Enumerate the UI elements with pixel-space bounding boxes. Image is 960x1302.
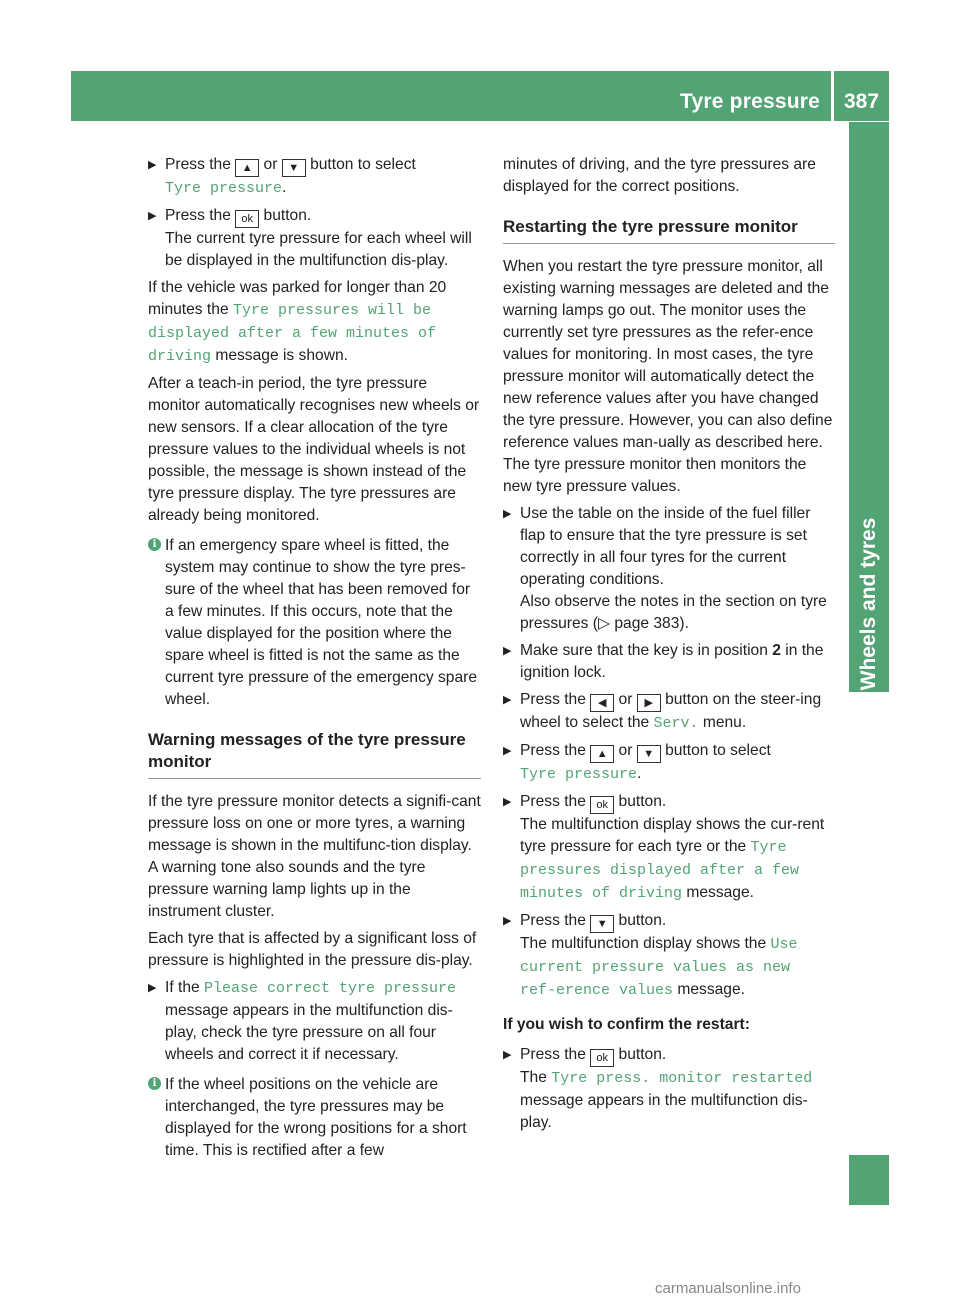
paragraph: Each tyre that is affected by a significant loss of pressure is highlighted in the pressure dis-play.	[148, 930, 477, 969]
step-arrow-icon: ▶	[503, 1049, 512, 1061]
step-press-down: ▶ Press the ▼ button. The multifunction display shows the Use current pressure values as new ref-erence values message.	[503, 912, 798, 999]
page-title: Tyre pressure	[680, 90, 820, 113]
right-column	[503, 154, 835, 1139]
down-button-icon: ▼	[590, 915, 614, 933]
left-button-icon: ◀	[590, 694, 614, 712]
step-arrow-icon: ▶	[148, 982, 157, 994]
paragraph: If the vehicle was parked for longer than 20 minutes the Tyre pressures will be displayed after a few minutes of driving message is shown.	[148, 279, 447, 365]
paragraph: When you restart the tyre pressure monitor, all existing warning messages are deleted and the warning lamps go out. The monitor uses the currently set tyre pressures as the refer-ence values for monitoring. In most cases, the tyre pressure monitor will automatically detect the new reference values after you have changed the tyre pressure. However, you can also define reference values man-ually as described here. The tyre pressure monitor then monitors the new tyre pressure values.	[503, 258, 833, 495]
step-arrow-icon: ▶	[503, 745, 512, 757]
up-button-icon: ▲	[235, 159, 259, 177]
step-select-serv: ▶ Press the ◀ or ▶ button on the steer-ing wheel to select the Serv. menu.	[503, 691, 822, 732]
display-text: Tyre pressure	[165, 180, 283, 197]
paragraph: minutes of driving, and the tyre pressures are displayed for the correct positions.	[503, 156, 816, 195]
step-arrow-icon: ▶	[503, 694, 512, 706]
section-tab-label: Wheels and tyres	[857, 517, 880, 691]
step-select-tyre-pressure: ▶ Press the ▲ or ▼ button to select Tyre pressure.	[148, 156, 416, 197]
subheading: If you wish to confirm the restart:	[503, 1016, 750, 1033]
section-marker	[849, 1155, 889, 1205]
right-button-icon: ▶	[637, 694, 661, 712]
step-arrow-icon: ▶	[503, 645, 512, 657]
info-note: i If an emergency spare wheel is fitted, the system may continue to show the tyre pres-sure of the wheel that has been removed for a few minutes. If this occurs, note that the value displayed for the position where the spare wheel is fitted is not the same as the current tyre pressure of the emergency spare wheel.	[148, 535, 481, 711]
step-correct-pressure: ▶ If the Please correct tyre pressure message appears in the multifunction dis-play, check the tyre pressure on all four wheels and correct it if necessary.	[148, 979, 457, 1063]
step-key-position: ▶ Make sure that the key is in position 2 in the ignition lock.	[503, 642, 824, 681]
display-text: Tyre press. monitor restarted	[551, 1070, 813, 1087]
section-heading: Warning messages of the tyre pressure monitor	[148, 729, 481, 779]
step-press-ok: ▶ Press the ok button. The current tyre pressure for each wheel will be displayed in the multifunction dis-play.	[148, 207, 472, 269]
display-text: Please correct tyre pressure	[204, 980, 457, 997]
display-text: Tyre pressures displayed after a few minutes of driving	[520, 839, 800, 902]
step-confirm-ok: ▶ Press the ok button. The Tyre press. monitor restarted message appears in the multifunction dis-play.	[503, 1046, 813, 1131]
info-note: i If the wheel positions on the vehicle are interchanged, the tyre pressures may be displayed for the wrong positions for a short time. This is rectified after a few	[148, 1074, 481, 1162]
display-text: Use current pressure values as new ref-erence values	[520, 936, 798, 999]
info-icon: i	[148, 1077, 161, 1090]
down-button-icon: ▼	[637, 745, 661, 763]
ok-button-icon: ok	[590, 1049, 614, 1067]
ok-button-icon: ok	[235, 210, 259, 228]
step-arrow-icon: ▶	[148, 159, 157, 171]
down-button-icon: ▼	[282, 159, 306, 177]
display-text: Tyre pressure	[520, 766, 638, 783]
step-arrow-icon: ▶	[503, 508, 512, 520]
step-arrow-icon: ▶	[503, 915, 512, 927]
step-press-ok: ▶ Press the ok button. The multifunction display shows the cur-rent tyre pressure for each tyre or the Tyre pressures displayed after a few minutes of driving message.	[503, 793, 825, 902]
watermark: carmanualsonline.info	[655, 1280, 801, 1297]
step-arrow-icon: ▶	[503, 796, 512, 808]
display-text: Tyre pressures will be displayed after a few minutes of driving	[148, 302, 437, 365]
step-select-tyre-pressure: ▶ Press the ▲ or ▼ button to select Tyre pressure.	[503, 742, 771, 783]
ok-button-icon: ok	[590, 796, 614, 814]
page-ref-icon: ▷	[598, 615, 610, 632]
left-column	[148, 154, 481, 1174]
paragraph: If the tyre pressure monitor detects a signifi-cant pressure loss on one or more tyres, a warning message is shown in the multifunc-tion display. A warning tone also sounds and the tyre pressure warning lamp lights up in the instrument cluster.	[148, 793, 481, 920]
step-check-table: ▶ Use the table on the inside of the fuel filler flap to ensure that the tyre pressure is set correctly in all four tyres for the current operating conditions. Also observe the notes in the section on tyre pressures (▷ page 383).	[503, 505, 827, 632]
info-icon: i	[148, 538, 161, 551]
step-arrow-icon: ▶	[148, 210, 157, 222]
up-button-icon: ▲	[590, 745, 614, 763]
display-text: Serv.	[653, 715, 699, 732]
paragraph: After a teach-in period, the tyre pressure monitor automatically recognises new wheels or new sensors. If a clear allocation of the tyre pressure values to the individual wheels is not possible, the message is shown instead of the tyre pressure display. The tyre pressures are already being monitored.	[148, 375, 480, 524]
page-number: 387	[843, 90, 880, 113]
section-heading: Restarting the tyre pressure monitor	[503, 216, 835, 244]
